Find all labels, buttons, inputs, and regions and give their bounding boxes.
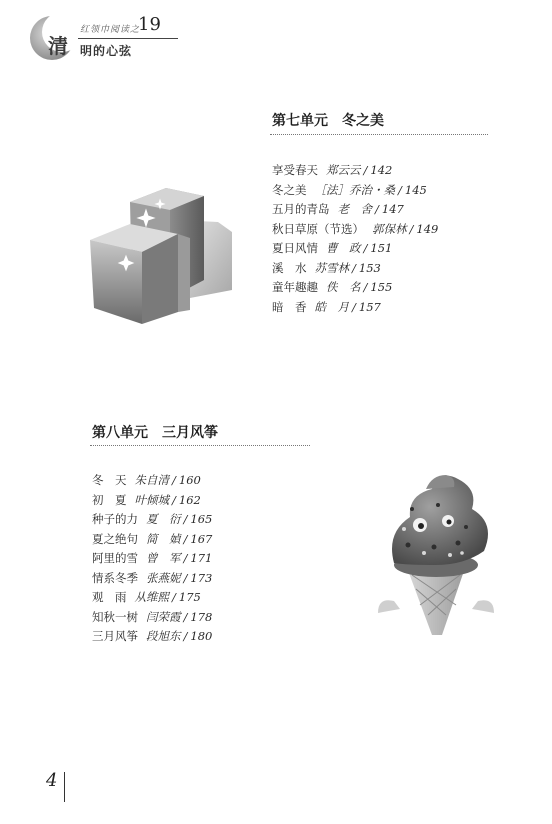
toc-entry bbox=[92, 608, 212, 628]
gift-blocks-illustration bbox=[86, 180, 246, 330]
entry-author: 张燕妮 bbox=[146, 570, 181, 585]
entry-separator: / bbox=[352, 260, 356, 275]
unit8-divider bbox=[90, 445, 310, 446]
logo-rule bbox=[78, 38, 178, 39]
entry-page: 175 bbox=[178, 590, 201, 604]
entry-page: 160 bbox=[178, 473, 201, 487]
entry-author: 郭保林 bbox=[372, 221, 407, 236]
entry-title: 享受春天 bbox=[272, 163, 318, 177]
entry-author: 皓 月 bbox=[314, 299, 349, 314]
entry-author: 从维熙 bbox=[134, 590, 169, 604]
toc-entry bbox=[92, 471, 212, 491]
entry-title: 冬之美 bbox=[272, 182, 307, 197]
entry-author: 夏 衍 bbox=[146, 512, 181, 526]
entry-page: 155 bbox=[370, 280, 393, 294]
toc-entry bbox=[272, 161, 438, 181]
unit7-divider bbox=[270, 134, 488, 135]
entry-separator: / bbox=[352, 299, 356, 314]
toc-entry bbox=[272, 278, 438, 298]
toc-entry bbox=[272, 298, 438, 318]
book-subtitle: 明的心弦 bbox=[80, 44, 133, 58]
volume-number: 19 bbox=[138, 14, 161, 35]
entry-title: 知秋一树 bbox=[92, 609, 138, 624]
toc-entry bbox=[92, 510, 212, 530]
entry-page: 145 bbox=[404, 182, 427, 197]
entry-page: 171 bbox=[190, 551, 213, 565]
entry-title: 观 雨 bbox=[92, 590, 127, 604]
entry-page: 153 bbox=[358, 260, 381, 275]
unit7-contents bbox=[272, 161, 438, 317]
toc-entry bbox=[272, 220, 438, 240]
entry-page: 157 bbox=[358, 299, 381, 314]
entry-author: ［法］乔治・桑 bbox=[314, 182, 395, 197]
entry-title: 溪 水 bbox=[272, 260, 307, 275]
entry-page: 178 bbox=[190, 609, 213, 624]
entry-separator: / bbox=[183, 512, 188, 526]
entry-author: 曹 政 bbox=[326, 241, 361, 255]
entry-author: 叶倾城 bbox=[134, 492, 169, 507]
toc-entry bbox=[92, 530, 212, 550]
entry-author: 简 媜 bbox=[146, 531, 181, 546]
entry-page: 149 bbox=[416, 221, 439, 236]
footer-rule bbox=[64, 772, 65, 802]
entry-page: 180 bbox=[190, 629, 213, 643]
entry-author: 朱自清 bbox=[134, 473, 169, 487]
entry-page: 173 bbox=[190, 570, 213, 585]
entry-separator: / bbox=[363, 280, 368, 294]
ice-cream-illustration bbox=[376, 465, 496, 645]
entry-separator: / bbox=[183, 531, 188, 546]
entry-title: 夏之绝句 bbox=[92, 531, 138, 546]
toc-entry bbox=[272, 239, 438, 259]
entry-separator: / bbox=[183, 629, 188, 643]
entry-separator: / bbox=[183, 570, 188, 585]
entry-author: 苏雪林 bbox=[314, 260, 349, 275]
entry-title: 秋日草原（节选） bbox=[272, 221, 364, 236]
toc-entry bbox=[272, 200, 438, 220]
entry-page: 142 bbox=[370, 163, 393, 177]
entry-title: 情系冬季 bbox=[92, 570, 138, 585]
entry-separator: / bbox=[398, 182, 402, 197]
entry-author: 闫荣霞 bbox=[146, 609, 181, 624]
entry-separator: / bbox=[363, 163, 368, 177]
entry-author: 段旭东 bbox=[146, 629, 181, 643]
entry-title: 冬 天 bbox=[92, 473, 127, 487]
unit8-title: 第八单元 三月风筝 bbox=[92, 425, 218, 441]
entry-title: 三月风筝 bbox=[92, 629, 138, 643]
entry-page: 162 bbox=[178, 492, 201, 507]
entry-title: 种子的力 bbox=[92, 512, 138, 526]
entry-author: 老 舍 bbox=[337, 202, 372, 216]
entry-title: 初 夏 bbox=[92, 492, 127, 507]
entry-separator: / bbox=[172, 590, 176, 604]
entry-separator: / bbox=[363, 241, 368, 255]
entry-separator: / bbox=[375, 202, 379, 216]
series-name: 红领巾阅读之 bbox=[80, 25, 141, 35]
entry-separator: / bbox=[172, 473, 176, 487]
entry-title: 阿里的雪 bbox=[92, 551, 138, 565]
entry-page: 147 bbox=[381, 202, 404, 216]
toc-entry bbox=[92, 588, 212, 608]
page-number: 4 bbox=[46, 770, 58, 791]
entry-title: 暗 香 bbox=[272, 299, 307, 314]
toc-entry bbox=[92, 549, 212, 569]
toc-entry bbox=[92, 569, 212, 589]
unit8-contents bbox=[92, 471, 212, 647]
entry-title: 五月的青岛 bbox=[272, 202, 330, 216]
unit7-title: 第七单元 冬之美 bbox=[272, 113, 384, 129]
entry-page: 151 bbox=[370, 241, 393, 255]
entry-separator: / bbox=[183, 551, 188, 565]
entry-title: 童年趣趣 bbox=[272, 280, 318, 294]
entry-separator: / bbox=[409, 221, 414, 236]
toc-entry bbox=[272, 259, 438, 279]
toc-entry bbox=[272, 181, 438, 201]
entry-page: 167 bbox=[190, 531, 213, 546]
entry-author: 郑云云 bbox=[326, 163, 361, 177]
entry-title: 夏日风情 bbox=[272, 241, 318, 255]
toc-entry bbox=[92, 627, 212, 647]
entry-separator: / bbox=[183, 609, 188, 624]
entry-author: 曾 军 bbox=[146, 551, 181, 565]
entry-separator: / bbox=[172, 492, 176, 507]
series-logo bbox=[30, 14, 180, 70]
toc-entry bbox=[92, 491, 212, 511]
entry-author: 佚 名 bbox=[326, 280, 361, 294]
logo-character: 清 bbox=[48, 34, 68, 58]
entry-page: 165 bbox=[190, 512, 213, 526]
